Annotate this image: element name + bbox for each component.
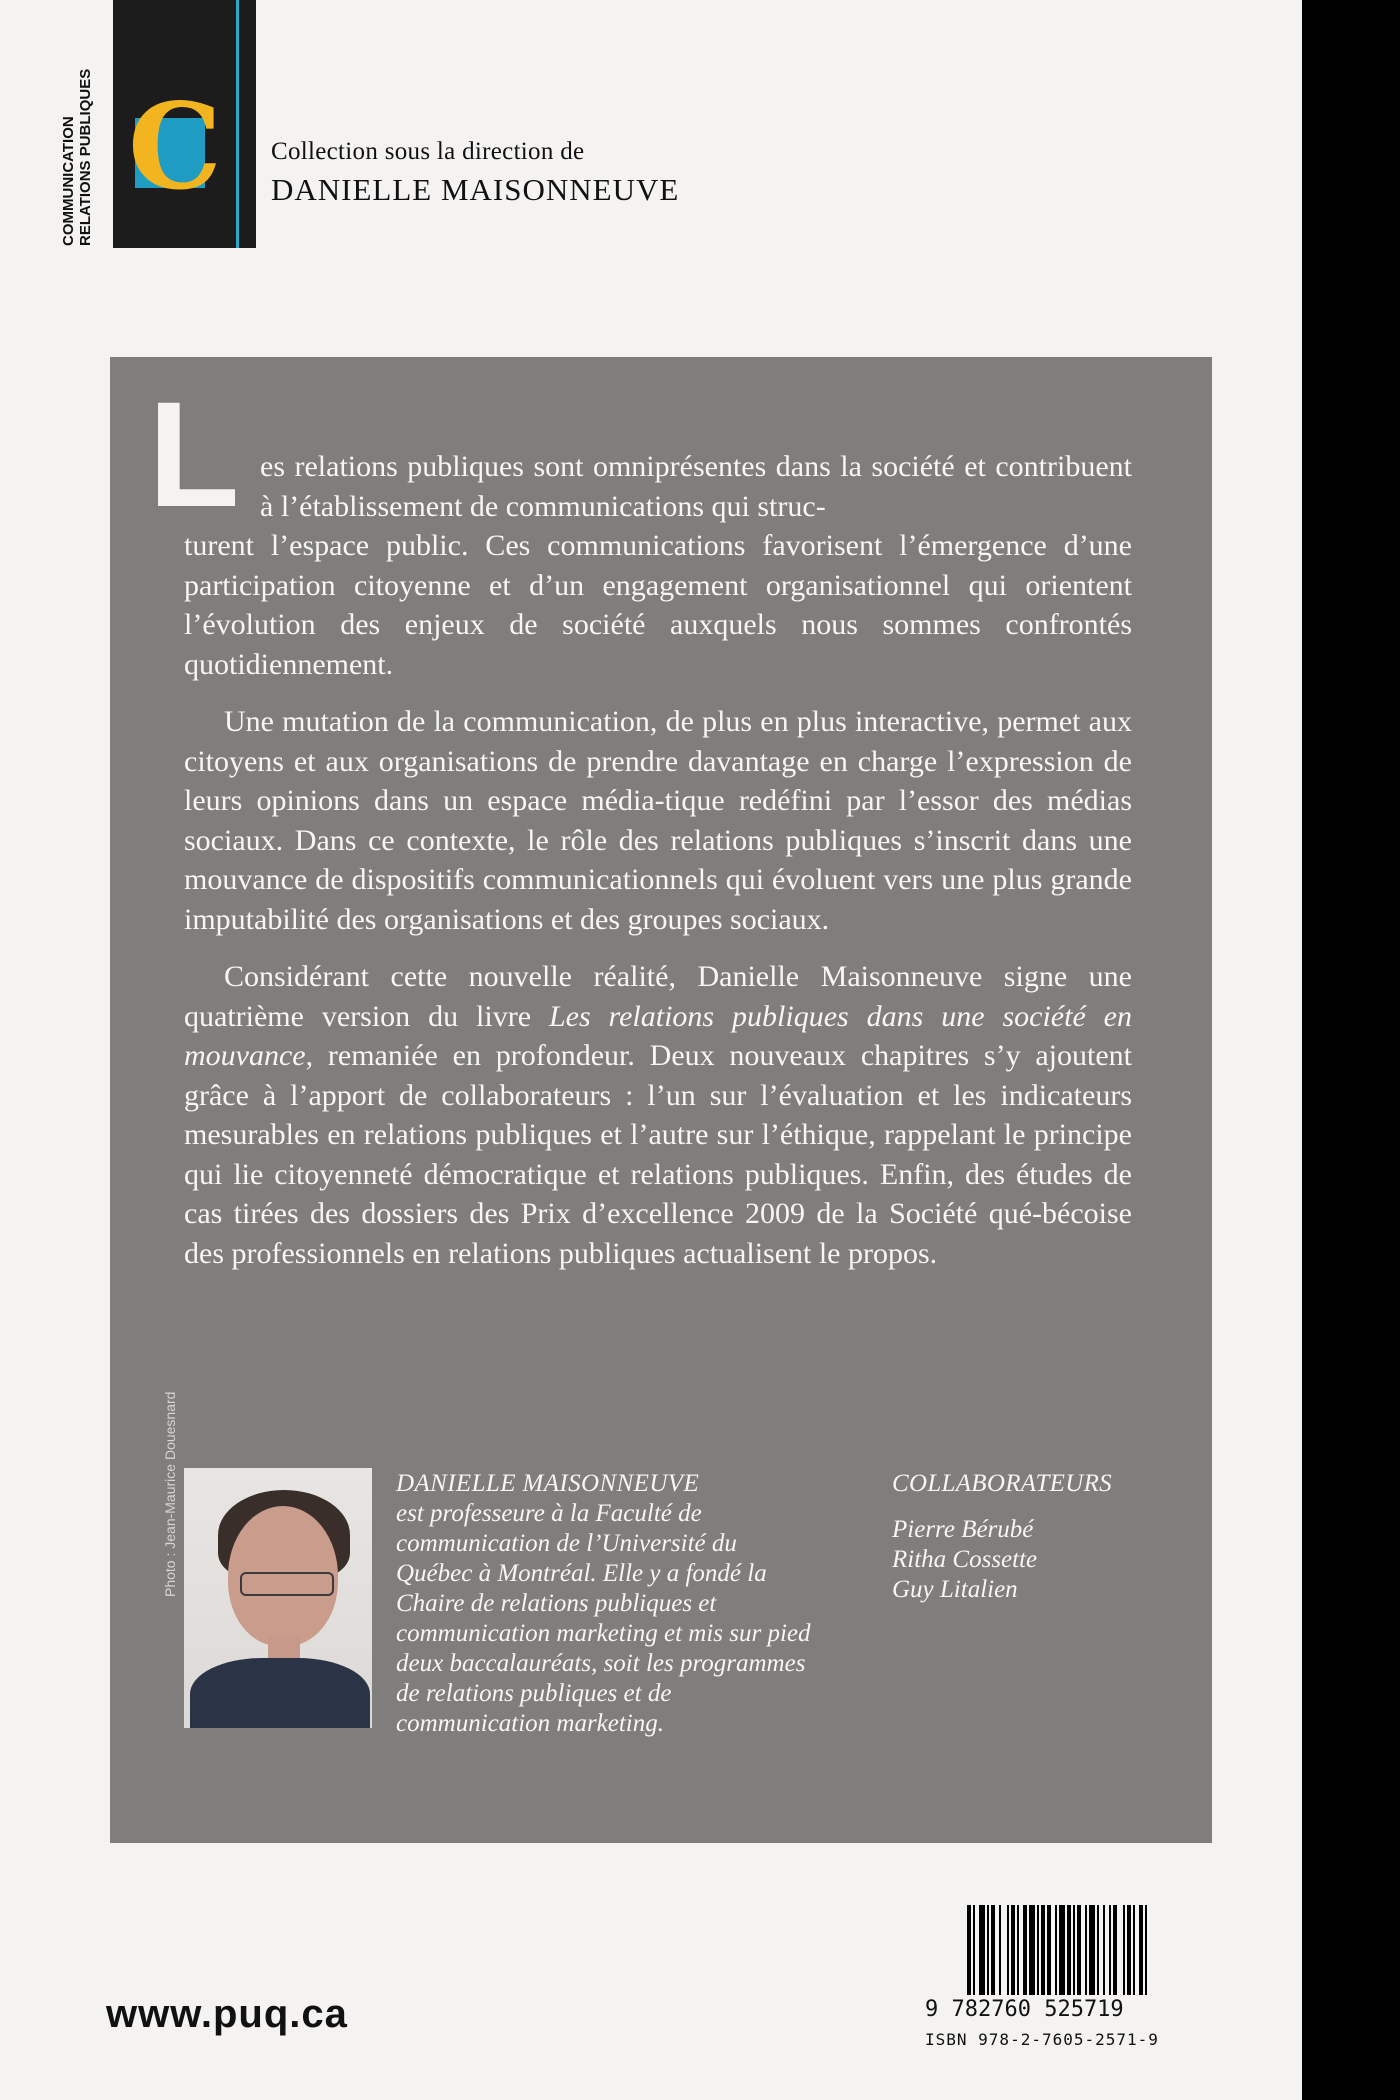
barcode <box>967 1905 1211 1995</box>
series-line-communication: COMMUNICATION <box>60 116 77 246</box>
author-photo <box>184 1468 372 1728</box>
series-line-relations: RELATIONS PUBLIQUES <box>77 68 94 246</box>
description-text <box>184 447 1132 1291</box>
right-black-strip <box>1302 0 1400 2100</box>
paragraph-1-rest: turent l’espace public. Ces communications favorisent l’émergence d’une participation citoyenne et d’un engagement organisationnel qui orientent l’évolution des enjeux de société auxquels nous sommes confrontés quotidiennement. <box>184 529 1132 681</box>
barcode-digits: 9 782760 525719 <box>925 1997 1124 2022</box>
barcode-block <box>925 1905 1211 2049</box>
author-bio-text: est professeure à la Faculté de communication de l’Université du Québec à Montréal. Elle y a fondé la Chaire de relations publiques et communication marketing et mis sur pied deux baccalauréats, soit les programmes de relations publiques et de communication marketing. <box>396 1500 811 1737</box>
photo-credit: Photo : Jean-Maurice Douesnard <box>162 1391 178 1597</box>
series-vertical-label <box>42 28 112 248</box>
paragraph-1-lead: es relations publiques sont omniprésentes dans la société et contribuent à l’établissement de communications qui struc- <box>260 450 1132 523</box>
collection-direction-label: Collection sous la direction de <box>271 138 585 165</box>
book-title: Les relations publiques dans une société en mouvance <box>184 999 1133 1072</box>
drop-cap: L <box>148 370 240 538</box>
collaborator-name: Pierre Bérubé <box>892 1516 1034 1543</box>
publisher-url[interactable]: www.puq.ca <box>106 1992 348 2036</box>
isbn: ISBN 978-2-7605-2571-9 <box>925 2030 1159 2049</box>
collaborators-title: COLLABORATEURS <box>892 1470 1112 1497</box>
paragraph-1 <box>184 447 1132 684</box>
author-name: DANIELLE MAISONNEUVE <box>396 1470 700 1497</box>
series-logo-c: C <box>128 77 222 216</box>
logo-accent-line <box>236 0 239 248</box>
collection-director-name: DANIELLE MAISONNEUVE <box>271 172 680 207</box>
author-bio <box>396 1469 816 1739</box>
collaborator-name: Ritha Cossette <box>892 1546 1038 1573</box>
collaborator-name: Guy Litalien <box>892 1576 1018 1603</box>
collection-credit <box>271 138 679 208</box>
collaborators <box>892 1469 1112 1605</box>
paragraph-3: Considérant cette nouvelle réalité, Danielle Maisonneuve signe une quatrième version du livre Les relations publiques dans une société en mouvance, remaniée en profondeur. Deux nouveaux chapitres s’y ajoutent grâce à l’apport de collaborateurs : l’un sur l’évaluation et les indicateurs mesurables en relations publiques et l’autre sur l’éthique, rappelant le principe qui lie citoyenneté démocratique et relations publiques. Enfin, des études de cas tirées des dossiers des Prix d’excellence 2009 de la Société qué-bécoise des professionnels en relations publiques actualisent le propos. <box>184 960 1133 1270</box>
back-cover-panel <box>110 357 1212 1843</box>
paragraph-2: Une mutation de la communication, de plus en plus interactive, permet aux citoyens et aux organisations de prendre davantage en charge l’expression de leurs opinions dans un espace média-tique redéfini par l’essor des médias sociaux. Dans ce contexte, le rôle des relations publiques s’inscrit dans une mouvance de dispositifs communicationnels qui évoluent vers une plus grande imputabilité des organisations et des groupes sociaux. <box>184 705 1132 936</box>
